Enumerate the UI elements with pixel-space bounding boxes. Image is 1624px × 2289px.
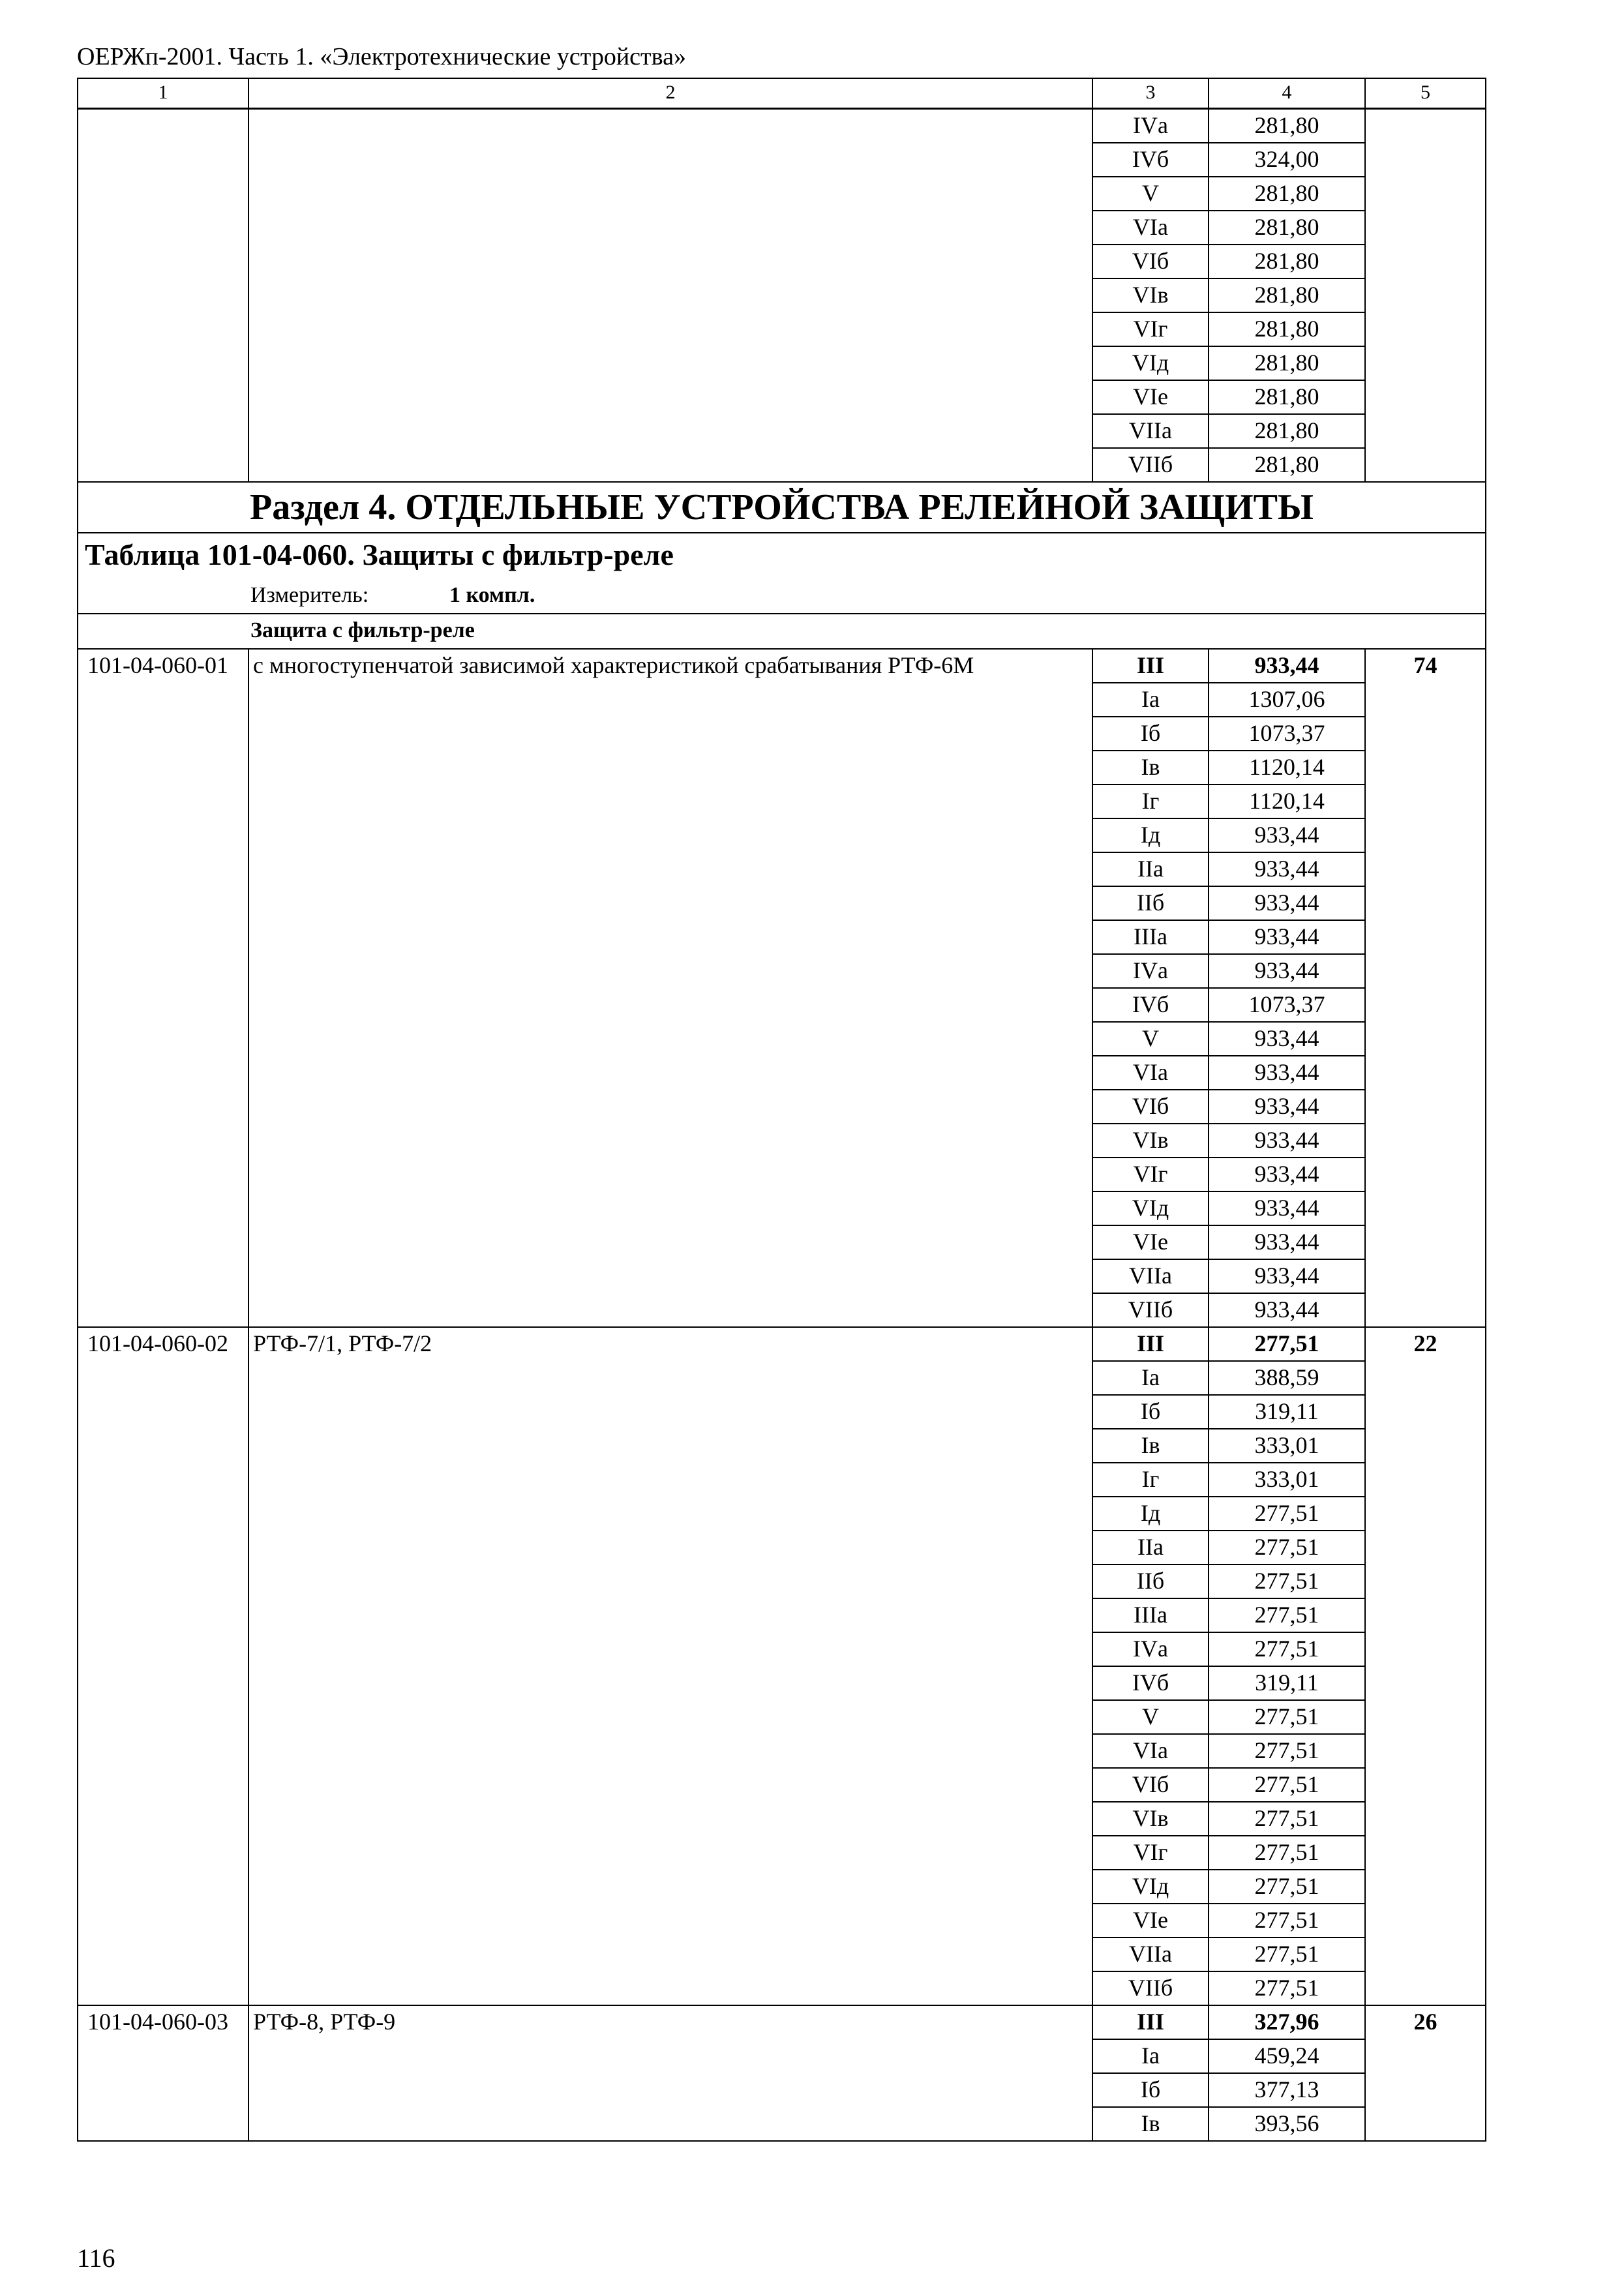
zone-cell: IVб bbox=[1092, 143, 1209, 177]
value-cell: 1120,14 bbox=[1209, 785, 1365, 818]
code-cell: 101-04-060-02 bbox=[78, 1327, 248, 2005]
zone-cell: VIг bbox=[1092, 1158, 1209, 1191]
value-cell: 277,51 bbox=[1209, 1734, 1365, 1768]
value-cell: 1073,37 bbox=[1209, 988, 1365, 1022]
code-cell bbox=[78, 109, 248, 483]
value-cell: 377,13 bbox=[1209, 2073, 1365, 2107]
zone-cell: VIд bbox=[1092, 1191, 1209, 1225]
zone-cell: VIа bbox=[1092, 211, 1209, 245]
value-cell: 281,80 bbox=[1209, 312, 1365, 346]
value-cell: 277,51 bbox=[1209, 1531, 1365, 1564]
page-number: 116 bbox=[77, 2243, 115, 2273]
workers-cell: 22 bbox=[1365, 1327, 1486, 2005]
zone-cell: VIе bbox=[1092, 1904, 1209, 1937]
value-cell: 1307,06 bbox=[1209, 683, 1365, 717]
zone-cell: VIе bbox=[1092, 380, 1209, 414]
zone-cell: Iв bbox=[1092, 751, 1209, 785]
zone-cell: III bbox=[1092, 649, 1209, 683]
column-number: 1 bbox=[78, 78, 248, 109]
value-cell: 933,44 bbox=[1209, 1124, 1365, 1158]
value-cell: 281,80 bbox=[1209, 278, 1365, 312]
zone-cell: VIа bbox=[1092, 1734, 1209, 1768]
zone-cell: III bbox=[1092, 2005, 1209, 2039]
name-cell: РТФ-7/1, РТФ-7/2 bbox=[248, 1327, 1092, 2005]
zone-cell: Iв bbox=[1092, 1429, 1209, 1463]
zone-cell: III bbox=[1092, 1327, 1209, 1361]
table-body bbox=[78, 78, 1486, 2141]
value-cell: 281,80 bbox=[1209, 346, 1365, 380]
code-cell: 101-04-060-01 bbox=[78, 649, 248, 1327]
zone-cell: VIб bbox=[1092, 1768, 1209, 1802]
zone-cell: IVа bbox=[1092, 954, 1209, 988]
value-cell: 324,00 bbox=[1209, 143, 1365, 177]
value-cell: 281,80 bbox=[1209, 211, 1365, 245]
section-row bbox=[78, 482, 1486, 533]
value-cell: 281,80 bbox=[1209, 380, 1365, 414]
value-cell: 933,44 bbox=[1209, 1056, 1365, 1090]
zone-cell: VIIа bbox=[1092, 1259, 1209, 1293]
zone-cell: Iв bbox=[1092, 2107, 1209, 2141]
name-cell bbox=[248, 109, 1092, 483]
zone-cell: VIб bbox=[1092, 1090, 1209, 1124]
zone-cell: Iа bbox=[1092, 683, 1209, 717]
value-cell: 933,44 bbox=[1209, 1090, 1365, 1124]
table-title-row bbox=[78, 533, 1486, 579]
zone-cell: IIа bbox=[1092, 852, 1209, 886]
zone-cell: VIа bbox=[1092, 1056, 1209, 1090]
zone-cell: VIв bbox=[1092, 1124, 1209, 1158]
zone-cell: IIб bbox=[1092, 886, 1209, 920]
zone-cell: VIIа bbox=[1092, 414, 1209, 448]
page-header: ОЕРЖп-2001. Часть 1. «Электротехнические устройства» bbox=[77, 43, 686, 70]
value-cell: 933,44 bbox=[1209, 1158, 1365, 1191]
value-cell: 459,24 bbox=[1209, 2039, 1365, 2073]
zone-cell: IVа bbox=[1092, 1632, 1209, 1666]
value-cell: 277,51 bbox=[1209, 1870, 1365, 1904]
value-cell: 281,80 bbox=[1209, 109, 1365, 143]
table-row bbox=[78, 2005, 1486, 2039]
value-cell: 933,44 bbox=[1209, 1191, 1365, 1225]
value-cell: 277,51 bbox=[1209, 1564, 1365, 1598]
value-cell: 277,51 bbox=[1209, 1768, 1365, 1802]
name-cell: РТФ-8, РТФ-9 bbox=[248, 2005, 1092, 2141]
value-cell: 393,56 bbox=[1209, 2107, 1365, 2141]
value-cell: 333,01 bbox=[1209, 1463, 1365, 1497]
column-number: 5 bbox=[1365, 78, 1486, 109]
value-cell: 277,51 bbox=[1209, 1904, 1365, 1937]
zone-cell: V bbox=[1092, 177, 1209, 211]
value-cell: 319,11 bbox=[1209, 1666, 1365, 1700]
table-row bbox=[78, 109, 1486, 143]
value-cell: 933,44 bbox=[1209, 649, 1365, 683]
column-number: 4 bbox=[1209, 78, 1365, 109]
value-cell: 277,51 bbox=[1209, 1836, 1365, 1870]
value-cell: 319,11 bbox=[1209, 1395, 1365, 1429]
measure-row bbox=[78, 579, 1486, 614]
zone-cell: V bbox=[1092, 1022, 1209, 1056]
section-title: Раздел 4. ОТДЕЛЬНЫЕ УСТРОЙСТВА РЕЛЕЙНОЙ ЗАЩИТЫ bbox=[78, 482, 1486, 533]
column-number: 2 bbox=[248, 78, 1092, 109]
zone-cell: VIIб bbox=[1092, 1293, 1209, 1327]
value-cell: 933,44 bbox=[1209, 1293, 1365, 1327]
zone-cell: V bbox=[1092, 1700, 1209, 1734]
zone-cell: Iд bbox=[1092, 1497, 1209, 1531]
value-cell: 277,51 bbox=[1209, 1971, 1365, 2005]
value-cell: 933,44 bbox=[1209, 886, 1365, 920]
value-cell: 281,80 bbox=[1209, 414, 1365, 448]
zone-cell: IIIа bbox=[1092, 1598, 1209, 1632]
zone-cell: Iб bbox=[1092, 2073, 1209, 2107]
zone-cell: VIIб bbox=[1092, 448, 1209, 482]
zone-cell: IVб bbox=[1092, 1666, 1209, 1700]
table-row bbox=[78, 1327, 1486, 1361]
zone-cell: Iд bbox=[1092, 818, 1209, 852]
value-cell: 333,01 bbox=[1209, 1429, 1365, 1463]
zone-cell: Iг bbox=[1092, 1463, 1209, 1497]
zone-cell: VIг bbox=[1092, 312, 1209, 346]
column-numbers-row bbox=[78, 78, 1486, 109]
zone-cell: IVа bbox=[1092, 109, 1209, 143]
value-cell: 933,44 bbox=[1209, 818, 1365, 852]
value-cell: 1073,37 bbox=[1209, 717, 1365, 751]
value-cell: 281,80 bbox=[1209, 177, 1365, 211]
zone-cell: VIIб bbox=[1092, 1971, 1209, 2005]
zone-cell: VIб bbox=[1092, 245, 1209, 278]
measure-cell bbox=[78, 579, 1486, 614]
group-cell bbox=[78, 614, 1486, 649]
zone-cell: VIд bbox=[1092, 346, 1209, 380]
value-cell: 277,51 bbox=[1209, 1632, 1365, 1666]
zone-cell: Iб bbox=[1092, 1395, 1209, 1429]
workers-cell: 26 bbox=[1365, 2005, 1486, 2141]
zone-cell: VIв bbox=[1092, 1802, 1209, 1836]
zone-cell: VIе bbox=[1092, 1225, 1209, 1259]
value-cell: 933,44 bbox=[1209, 1259, 1365, 1293]
value-cell: 933,44 bbox=[1209, 1022, 1365, 1056]
value-cell: 1120,14 bbox=[1209, 751, 1365, 785]
code-cell: 101-04-060-03 bbox=[78, 2005, 248, 2141]
value-cell: 281,80 bbox=[1209, 448, 1365, 482]
zone-cell: Iб bbox=[1092, 717, 1209, 751]
zone-cell: Iа bbox=[1092, 2039, 1209, 2073]
column-number: 3 bbox=[1092, 78, 1209, 109]
value-cell: 327,96 bbox=[1209, 2005, 1365, 2039]
value-cell: 277,51 bbox=[1209, 1937, 1365, 1971]
zone-cell: IVб bbox=[1092, 988, 1209, 1022]
value-cell: 388,59 bbox=[1209, 1361, 1365, 1395]
value-cell: 277,51 bbox=[1209, 1598, 1365, 1632]
table-title: Таблица 101-04-060. Защиты с фильтр-реле bbox=[78, 533, 1486, 579]
zone-cell: IIб bbox=[1092, 1564, 1209, 1598]
value-cell: 933,44 bbox=[1209, 1225, 1365, 1259]
value-cell: 277,51 bbox=[1209, 1327, 1365, 1361]
value-cell: 933,44 bbox=[1209, 920, 1365, 954]
zone-cell: VIг bbox=[1092, 1836, 1209, 1870]
table-row bbox=[78, 649, 1486, 683]
group-row bbox=[78, 614, 1486, 649]
zone-cell: IIа bbox=[1092, 1531, 1209, 1564]
workers-cell: 74 bbox=[1365, 649, 1486, 1327]
zone-cell: VIIа bbox=[1092, 1937, 1209, 1971]
zone-cell: VIв bbox=[1092, 278, 1209, 312]
value-cell: 277,51 bbox=[1209, 1802, 1365, 1836]
name-cell: с многоступенчатой зависимой характеристикой срабатывания РТФ-6М bbox=[248, 649, 1092, 1327]
zone-cell: Iа bbox=[1092, 1361, 1209, 1395]
value-cell: 281,80 bbox=[1209, 245, 1365, 278]
value-cell: 277,51 bbox=[1209, 1497, 1365, 1531]
rates-table bbox=[77, 78, 1486, 2142]
measure-label: Измеритель: bbox=[250, 583, 369, 607]
group-title: Защита с фильтр-реле bbox=[250, 618, 475, 642]
value-cell: 933,44 bbox=[1209, 954, 1365, 988]
workers-cell bbox=[1365, 109, 1486, 483]
zone-cell: VIд bbox=[1092, 1870, 1209, 1904]
value-cell: 933,44 bbox=[1209, 852, 1365, 886]
zone-cell: IIIа bbox=[1092, 920, 1209, 954]
zone-cell: Iг bbox=[1092, 785, 1209, 818]
value-cell: 277,51 bbox=[1209, 1700, 1365, 1734]
measure-value: 1 компл. bbox=[449, 583, 535, 607]
